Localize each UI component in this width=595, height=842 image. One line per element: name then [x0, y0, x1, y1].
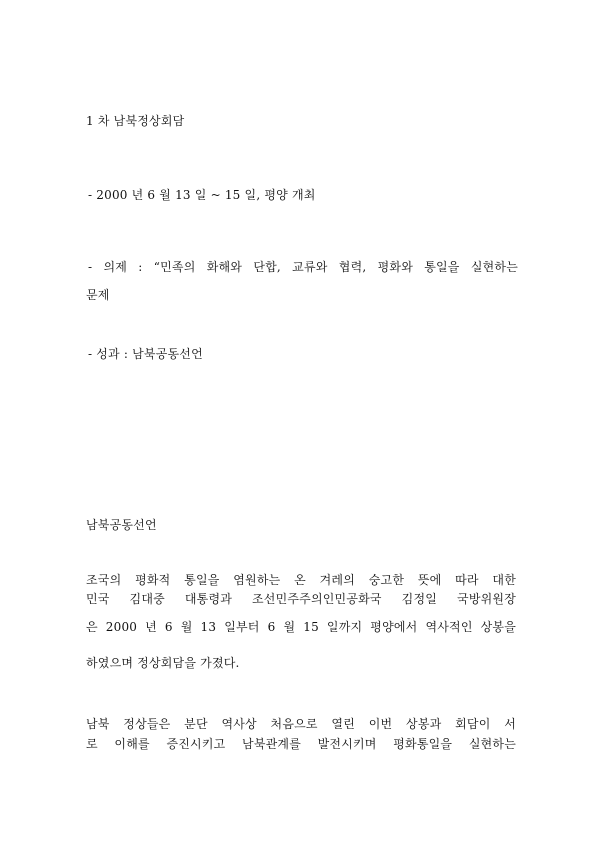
- declaration-heading: 남북공동선언: [86, 518, 157, 532]
- declaration-paragraph-2-line: 로 이해를 증진시키고 남북관계를 발전시키며 평화통일을 실현하는: [86, 737, 516, 751]
- summit-heading: 1 차 남북정상회담: [86, 114, 185, 128]
- declaration-paragraph-1-line: 하였으며 정상회담을 가졌다.: [86, 656, 240, 670]
- declaration-paragraph-1-line: 민국 김대중 대통령과 조선민주주의인민공화국 김정일 국방위원장: [86, 592, 516, 606]
- declaration-paragraph-2-line: 남북 정상들은 분단 역사상 처음으로 열린 이번 상봉과 회담이 서: [86, 717, 516, 731]
- declaration-paragraph-1-line: 조국의 평화적 통일을 염원하는 온 겨레의 숭고한 뜻에 따라 대한: [86, 573, 516, 587]
- declaration-paragraph-1-line: 은 2000 년 6 월 13 일부터 6 월 15 일까지 평양에서 역사적인 상봉을: [86, 620, 516, 634]
- summit-date-line: - 2000 년 6 월 13 일 ~ 15 일, 평양 개최: [88, 188, 316, 202]
- summit-result-line: - 성과 : 남북공동선언: [88, 347, 203, 361]
- summit-agenda-line-2: 문제: [86, 288, 110, 302]
- summit-agenda-line-1: - 의제 : “민족의 화해와 단합, 교류와 협력, 평화와 통일을 실현하는: [88, 260, 518, 274]
